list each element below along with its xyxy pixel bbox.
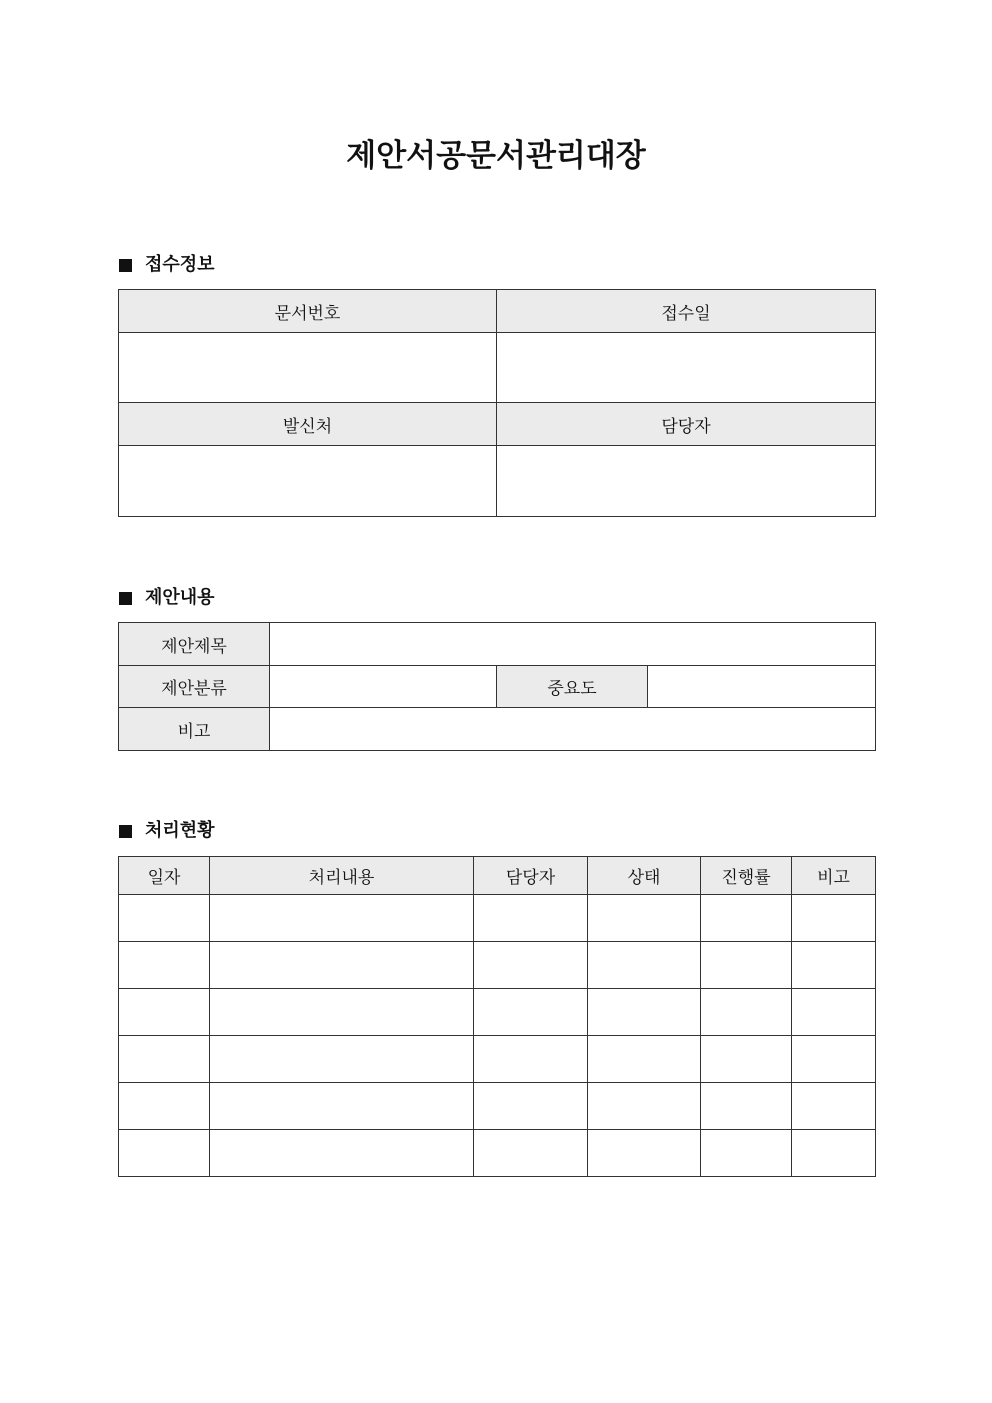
table-row <box>119 1036 876 1083</box>
status-cell[interactable] <box>588 989 701 1036</box>
section-heading-reception <box>119 253 215 277</box>
col-header-progress: 진행률 <box>701 857 792 895</box>
manager-cell[interactable] <box>474 1130 588 1177</box>
section-heading-processing <box>119 819 215 843</box>
date-cell[interactable] <box>119 942 210 989</box>
bullet-square-icon <box>119 825 132 838</box>
remarks-label: 비고 <box>119 708 270 751</box>
proposal-title-field[interactable] <box>270 623 876 666</box>
remarks-cell[interactable] <box>792 1036 876 1083</box>
section-heading-label: 제안내용 <box>145 587 215 608</box>
remarks-cell[interactable] <box>792 942 876 989</box>
bullet-square-icon <box>119 592 132 605</box>
importance-label: 중요도 <box>497 666 648 708</box>
manager-cell[interactable] <box>474 895 588 942</box>
proposal-table <box>118 622 876 751</box>
table-row <box>119 989 876 1036</box>
bullet-square-icon <box>119 259 132 272</box>
status-cell[interactable] <box>588 942 701 989</box>
remarks-cell[interactable] <box>792 989 876 1036</box>
col-header-remarks: 비고 <box>792 857 876 895</box>
date-cell[interactable] <box>119 1083 210 1130</box>
remarks-field[interactable] <box>270 708 876 751</box>
manager-cell[interactable] <box>474 1083 588 1130</box>
col-header-status: 상태 <box>588 857 701 895</box>
section-heading-proposal <box>119 586 215 610</box>
col-header-content: 처리내용 <box>210 857 474 895</box>
sender-field[interactable] <box>119 446 497 517</box>
manager-label: 담당자 <box>497 403 876 446</box>
status-cell[interactable] <box>588 895 701 942</box>
status-cell[interactable] <box>588 1130 701 1177</box>
proposal-category-field[interactable] <box>270 666 497 708</box>
progress-cell[interactable] <box>701 942 792 989</box>
section-heading-label: 접수정보 <box>145 254 215 275</box>
remarks-cell[interactable] <box>792 1130 876 1177</box>
table-row <box>119 942 876 989</box>
progress-cell[interactable] <box>701 1036 792 1083</box>
remarks-cell[interactable] <box>792 1083 876 1130</box>
table-row <box>119 1130 876 1177</box>
document-title: 제안서공문서관리대장 <box>346 138 646 174</box>
progress-cell[interactable] <box>701 895 792 942</box>
date-cell[interactable] <box>119 895 210 942</box>
date-cell[interactable] <box>119 1130 210 1177</box>
content-cell[interactable] <box>210 1083 474 1130</box>
table-row <box>119 1083 876 1130</box>
received-date-field[interactable] <box>497 333 876 403</box>
content-cell[interactable] <box>210 895 474 942</box>
manager-cell[interactable] <box>474 942 588 989</box>
received-date-label: 접수일 <box>497 290 876 333</box>
status-cell[interactable] <box>588 1036 701 1083</box>
date-cell[interactable] <box>119 1036 210 1083</box>
table-row <box>119 895 876 942</box>
section-heading-label: 처리현황 <box>145 820 215 841</box>
manager-cell[interactable] <box>474 989 588 1036</box>
manager-cell[interactable] <box>474 1036 588 1083</box>
importance-field[interactable] <box>648 666 876 708</box>
content-cell[interactable] <box>210 1036 474 1083</box>
doc-number-label: 문서번호 <box>119 290 497 333</box>
sender-label: 발신처 <box>119 403 497 446</box>
progress-cell[interactable] <box>701 1083 792 1130</box>
progress-cell[interactable] <box>701 1130 792 1177</box>
content-cell[interactable] <box>210 1130 474 1177</box>
processing-table <box>118 856 876 1177</box>
content-cell[interactable] <box>210 989 474 1036</box>
status-cell[interactable] <box>588 1083 701 1130</box>
date-cell[interactable] <box>119 989 210 1036</box>
col-header-manager: 담당자 <box>474 857 588 895</box>
proposal-title-label: 제안제목 <box>119 623 270 666</box>
col-header-date: 일자 <box>119 857 210 895</box>
proposal-category-label: 제안분류 <box>119 666 270 708</box>
progress-cell[interactable] <box>701 989 792 1036</box>
reception-table <box>118 289 876 517</box>
remarks-cell[interactable] <box>792 895 876 942</box>
doc-number-field[interactable] <box>119 333 497 403</box>
manager-field[interactable] <box>497 446 876 517</box>
content-cell[interactable] <box>210 942 474 989</box>
